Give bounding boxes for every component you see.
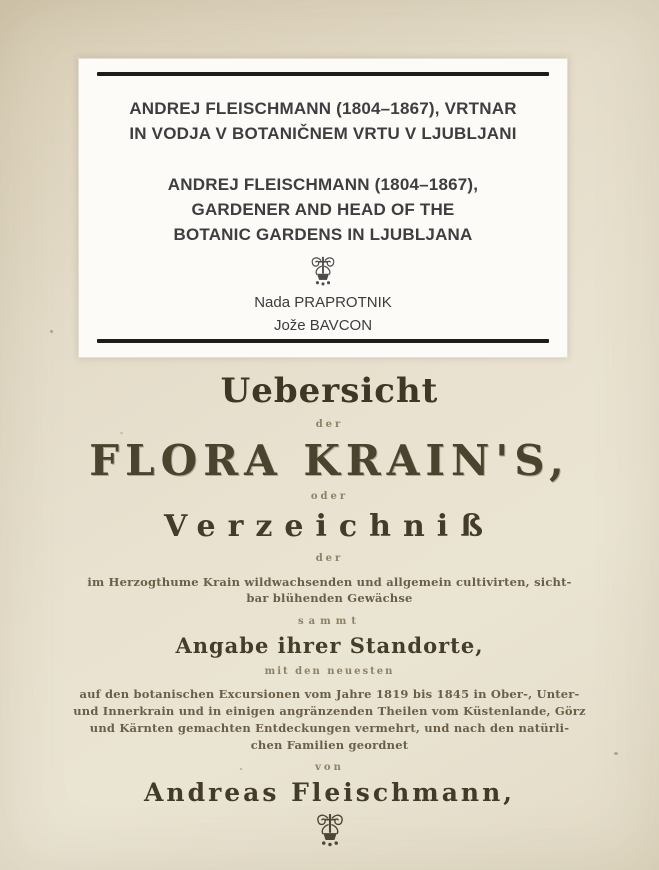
historic-main-title: FLORA KRAIN'S, [89,436,570,485]
author-2: Jože BAVCON [273,317,373,334]
historic-paragraph-2-line4: chen Familien geordnet [250,738,409,752]
historic-author: Andreas Fleischmann, [144,778,515,807]
historic-title-page [0,362,659,852]
historic-subtitle: Verzeichniß [163,509,495,544]
title-overlay-card [78,58,568,358]
english-title-line2: GARDENER AND HEAD OF THE [191,200,455,219]
historic-paragraph-2-line1: auf den botanischen Excursionen vom Jahre 1819 bis 1845 in Ober-, Unter- [79,687,580,701]
historic-header: Uebersicht [220,371,439,411]
historic-oder: oder [310,491,349,502]
slovenian-title-line1: ANDREJ FLEISCHMANN (1804–1867), VRTNAR [129,99,517,118]
historic-paragraph-1-line1: im Herzogthume Krain wildwachsenden und allgemein cultivirten, sicht- [87,575,572,589]
top-rule [97,72,549,76]
english-title-line3: BOTANIC GARDENS IN LJUBLJANA [173,225,473,244]
historic-paragraph-2-line3: und Kärnten gemachten Entdeckungen vermehrt, und nach den natürli- [89,721,570,735]
english-title-line1: ANDREJ FLEISCHMANN (1804–1867), [167,175,479,194]
historic-paragraph-1 [0,574,659,606]
historic-mit-den-neuesten: mit den neuesten [264,666,395,677]
english-title [168,172,478,247]
fleuron-ornament-icon [308,255,338,287]
historic-der-2: der [315,553,344,564]
historic-sammt: sammt [298,616,361,627]
historic-standorte: Angabe ihrer Standorte, [175,633,484,658]
bottom-rule [97,339,549,343]
fleuron-ornament-icon [313,812,347,848]
author-names [254,291,392,337]
slovenian-title-line2: IN VODJA V BOTANIČNEM VRTU V LJUBLJANI [129,124,517,143]
historic-paragraph-2-line2: und Innerkrain und in einigen angränzenden Theilen vom Küstenlande, Görz [73,704,586,718]
historic-der-1: der [315,419,344,430]
historic-von: von [315,762,344,773]
historic-paragraph-2 [0,686,659,754]
slovenian-title [129,96,516,146]
historic-paragraph-1-line2: bar blühenden Gewächse [246,591,413,605]
author-1: Nada PRAPROTNIK [254,294,392,311]
paper-speckle [50,330,53,333]
